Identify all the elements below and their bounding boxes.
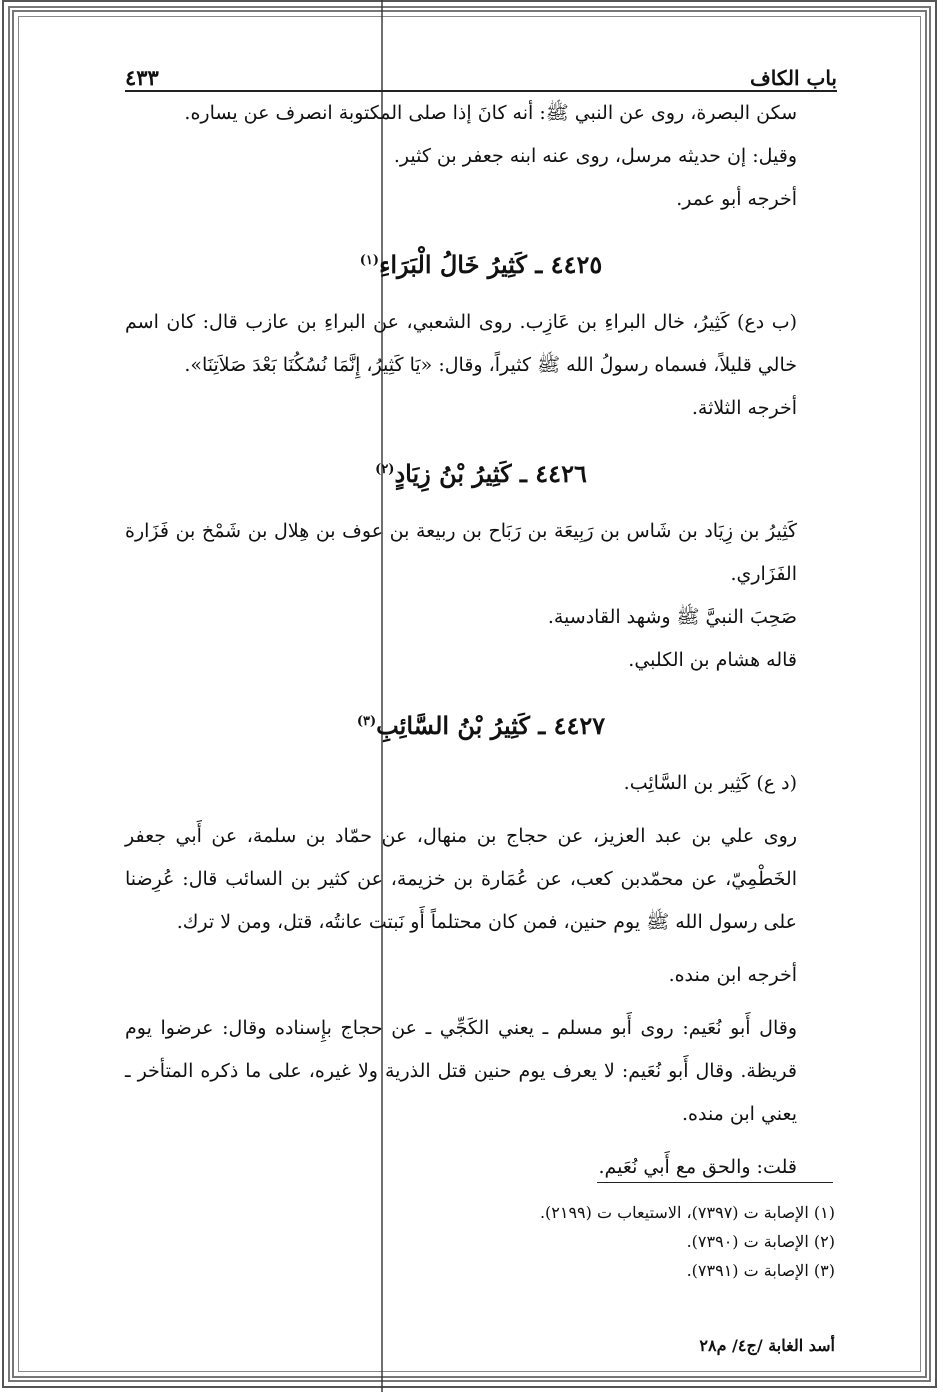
page-number: ٤٣٣ — [125, 65, 159, 90]
footnote-separator — [597, 1182, 833, 1183]
entry-title — [125, 702, 837, 746]
spacer — [125, 1136, 837, 1146]
paragraph: روى علي بن عبد العزيز، عن حجاج بن منهال، عن حمّاد بن سلمة، عن أَبي جعفر الخَطْمِيّ، عن محمّدبن كعب، عن عُمَارة بن خزيمة، عن كثير بن السائب قال: عُرِضنا على رسول الله ﷺ يوم حنين، فمن كان محتلماً أَو نَبتت عانتُه، قتل، ومن لا ترك. — [125, 825, 797, 933]
paragraph: أخرجه أبو عمر. — [676, 188, 797, 210]
paragraph: (ب دع) كَثِيرُ، خال البراءِ بن عَازِب. روى الشعبي، عن البراءِ بن عازب قال: كان اسم خالي قليلاً، فسماه رسولُ الله ﷺ كثيراً، وقال: «يَا كَثِيرُ، إِنَّمَا نُسُكُنَا بَعْدَ صَلاَتِنَا». — [125, 311, 797, 376]
footnote-item: (٣) الإصابة ت (٧٣٩١). — [686, 1261, 835, 1280]
footnotes — [420, 1198, 835, 1285]
spacer — [125, 997, 837, 1007]
paragraph: أخرجه الثلاثة. — [691, 397, 797, 419]
paragraph: أخرجه ابن منده. — [668, 964, 797, 986]
footnote-ref: (٢) — [375, 462, 395, 477]
footnote-ref: (١) — [359, 253, 380, 268]
footnote-item: (٢) الإصابة ت (٧٣٩٠). — [686, 1232, 835, 1251]
paragraph: كَثِيرُ بن زِيَاد بن شَاس بن رَبِيعَة بن رَبَاح بن ربيعة بن عوف بن هِلال بن شَمْخ بن فَزَارة الفَزَاري. — [125, 520, 797, 585]
body-text — [125, 92, 837, 1189]
running-header — [125, 56, 837, 92]
page-footer: أسد الغابة /ج٤/ م٢٨ — [699, 1336, 835, 1355]
entry-title-text: ٤٤٢٧ ـ كَثِيرُ بْنُ السَّائِبِ — [376, 711, 606, 740]
spacer — [125, 944, 837, 954]
page-content — [125, 56, 837, 1189]
entry-title-text: ٤٤٢٦ ـ كَثِيرُ بْنُ زِيَادٍ — [394, 459, 587, 488]
paragraph: صَحِبَ النبيَّ ﷺ وشهد القادسية. — [547, 606, 797, 628]
spacer — [125, 805, 837, 815]
entry-title — [125, 241, 837, 285]
paragraph: قلت: والحق مع أَبي نُعَيم. — [598, 1156, 797, 1178]
entry-title-text: ٤٤٢٥ ـ كَثِيرُ خَالُ الْبَرَاءِ — [379, 250, 603, 279]
paragraph: وقيل: إن حديثه مرسل، روى عنه ابنه جعفر بن كثير. — [393, 145, 797, 167]
paragraph: وقال أَبو نُعَيم: روى أَبو مسلم ـ يعني الكَجِّي ـ عن حجاج بإِسناده وقال: عرضوا يوم قريظة. وقال أَبو نُعَيم: لا يعرف يوم حنين قتل الذرية ولا غيره، على ما ذكره المتأخر ـ يعني ابن منده. — [125, 1017, 797, 1125]
paragraph: قاله هشام بن الكلبي. — [628, 649, 797, 671]
footnote-item: (١) الإصابة ت (٧٣٩٧)، الاستيعاب ت (٢١٩٩). — [539, 1203, 835, 1222]
chapter-title: باب الكاف — [750, 66, 837, 90]
footnote-ref: (٣) — [356, 714, 377, 729]
entry-title — [125, 450, 837, 494]
paragraph: (د ع) كَثِير بن السَّائِب. — [623, 772, 797, 794]
paragraph: سكن البصرة، روى عن النبي ﷺ: أنه كانَ إذا صلى المكتوبة انصرف عن يساره. — [184, 102, 797, 124]
